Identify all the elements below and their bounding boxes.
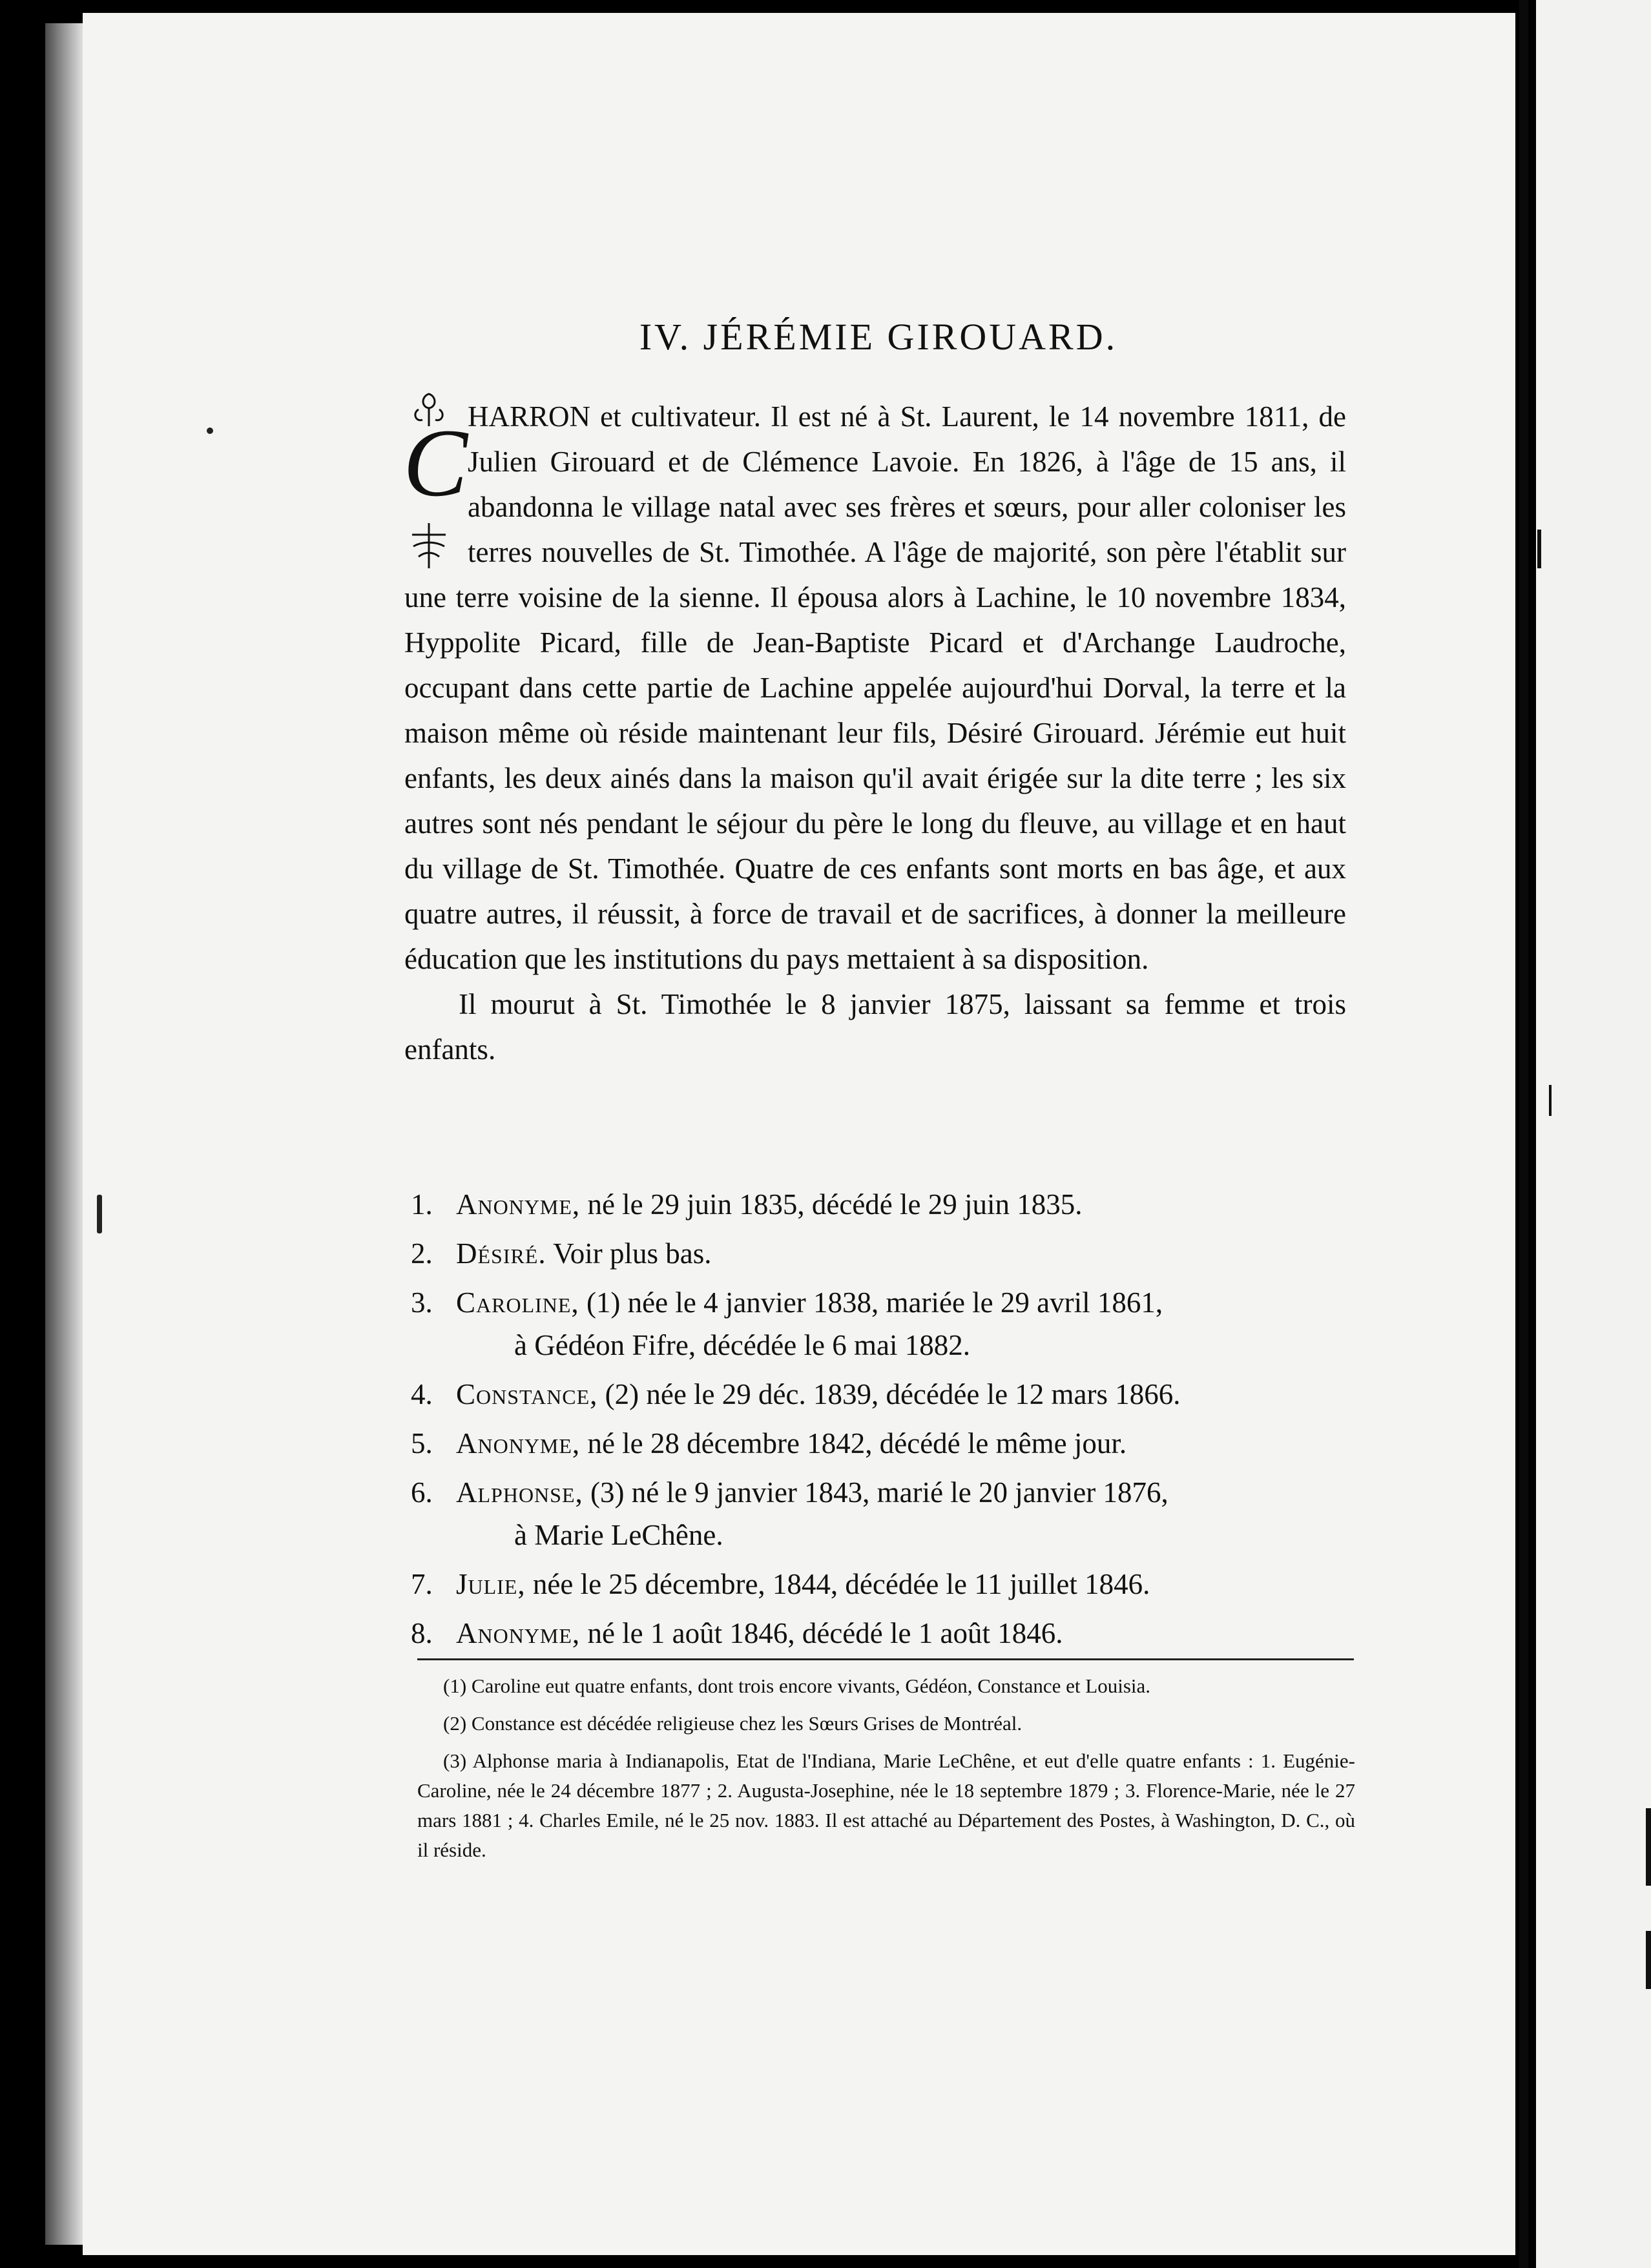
footnotes bbox=[417, 1671, 1355, 1865]
child-details: né le 29 juin 1835, décédé le 29 juin 1835. bbox=[580, 1188, 1083, 1221]
item-number: 7. bbox=[411, 1568, 433, 1600]
ornamental-dropcap bbox=[399, 387, 468, 571]
facing-page-mark bbox=[1646, 1931, 1651, 1989]
child-name: Anonyme, bbox=[456, 1617, 581, 1649]
child-name: Caroline, bbox=[456, 1286, 579, 1319]
list-item bbox=[411, 1232, 1360, 1275]
list-item bbox=[411, 1183, 1360, 1226]
child-name: Julie, bbox=[456, 1568, 526, 1600]
child-name: Anonyme, bbox=[456, 1427, 581, 1459]
item-number: 3. bbox=[411, 1286, 433, 1319]
chapter-title: IV. JÉRÉMIE GIROUARD. bbox=[639, 316, 1118, 358]
item-number: 6. bbox=[411, 1476, 433, 1509]
page-speck bbox=[207, 428, 213, 434]
item-number: 8. bbox=[411, 1617, 433, 1649]
list-item bbox=[411, 1281, 1360, 1366]
child-details: (2) née le 29 déc. 1839, décédée le 12 mars 1866. bbox=[597, 1378, 1181, 1410]
child-name: Anonyme, bbox=[456, 1188, 581, 1221]
child-details-continued: à Marie LeChêne. bbox=[514, 1519, 723, 1551]
item-number: 5. bbox=[411, 1427, 433, 1459]
child-details: (3) né le 9 janvier 1843, marié le 20 janvier 1876, bbox=[583, 1476, 1168, 1509]
item-number: 2. bbox=[411, 1237, 433, 1270]
intro-word: HARRON bbox=[468, 400, 591, 433]
left-page-edge bbox=[45, 23, 84, 2245]
list-item bbox=[411, 1612, 1360, 1655]
item-number: 1. bbox=[411, 1188, 433, 1221]
children-list bbox=[411, 1183, 1360, 1661]
child-details-continued: à Gédéon Fifre, décédée le 6 mai 1882. bbox=[514, 1329, 970, 1361]
list-item bbox=[411, 1563, 1360, 1605]
footnote-divider bbox=[417, 1658, 1354, 1660]
list-item bbox=[411, 1471, 1360, 1556]
facing-page-mark bbox=[1537, 530, 1541, 568]
child-details: né le 1 août 1846, décédé le 1 août 1846. bbox=[580, 1617, 1063, 1649]
facing-page-mark bbox=[1549, 1085, 1552, 1116]
child-name: Désiré. bbox=[456, 1237, 546, 1270]
item-number: 4. bbox=[411, 1378, 433, 1410]
footnote-3: (3) Alphonse maria à Indianapolis, Etat de l'Indiana, Marie LeChêne, et eut d'elle quatre enfants : 1. Eugénie-Caroline, née le 24 décembre 1877 ; 2. Augusta-Josephine, née le 18 septembre 1879 ; 3. Florence-Marie, née le 27 mars 1881 ; 4. Charles Emile, né le 25 nov. 1883. Il est attaché au Département des Postes, à Washington, D. C., où il réside. bbox=[417, 1749, 1355, 1861]
list-item bbox=[411, 1422, 1360, 1465]
footnote-2: (2) Constance est décédée religieuse chez les Sœurs Grises de Montréal. bbox=[443, 1712, 1023, 1735]
footnote-1: (1) Caroline eut quatre enfants, dont trois encore vivants, Gédéon, Constance et Louisia. bbox=[443, 1675, 1151, 1697]
facing-page-mark bbox=[1646, 1808, 1651, 1886]
child-details: Voir plus bas. bbox=[546, 1237, 712, 1270]
child-details: née le 25 décembre, 1844, décédée le 11 juillet 1846. bbox=[525, 1568, 1150, 1600]
paragraph-1 bbox=[404, 394, 1346, 982]
paragraph-2: Il mourut à St. Timothée le 8 janvier 1875, laissant sa femme et trois enfants. bbox=[404, 988, 1346, 1066]
dropcap-letter: C bbox=[403, 409, 468, 517]
child-name: Alphonse, bbox=[456, 1476, 583, 1509]
facing-page-edge bbox=[1536, 0, 1651, 2268]
binding-gutter bbox=[1519, 0, 1528, 2268]
list-item bbox=[411, 1373, 1360, 1416]
child-details: né le 28 décembre 1842, décédé le même jour. bbox=[580, 1427, 1127, 1459]
paragraph-1-text: et cultivateur. Il est né à St. Laurent, le 14 novembre 1811, de Julien Girouard et de Clémence Lavoie. En 1826, à l'âge de 15 ans, il abandonna le village natal avec ses frères et sœurs, pour aller coloniser les terres nouvelles de St. Timothée. A l'âge de majorité, son père l'établit sur une terre voisine de la sienne. Il épousa alors à Lachine, le 10 novembre 1834, Hyppolite Picard, fille de Jean-Baptiste Picard et d'Archange Laudroche, occupant dans cette partie de Lachine appelée aujourd'hui Dorval, la terre et la maison même où réside maintenant leur fils, Désiré Girouard. Jérémie eut huit enfants, les deux ainés dans la maison qu'il avait érigée sur la dite terre ; les six autres sont nés pendant le séjour du père le long du fleuve, au village et en haut du village de St. Timothée. Quatre de ces enfants sont morts en bas âge, et aux quatre autres, il réussit, à force de travail et de sacrifices, à donner la meilleure éducation que les institutions du pays mettaient à sa disposition. bbox=[404, 400, 1346, 975]
page-speck bbox=[97, 1195, 102, 1233]
child-details: (1) née le 4 janvier 1838, mariée le 29 avril 1861, bbox=[579, 1286, 1163, 1319]
child-name: Constance, bbox=[456, 1378, 598, 1410]
biography-text bbox=[404, 394, 1346, 1072]
